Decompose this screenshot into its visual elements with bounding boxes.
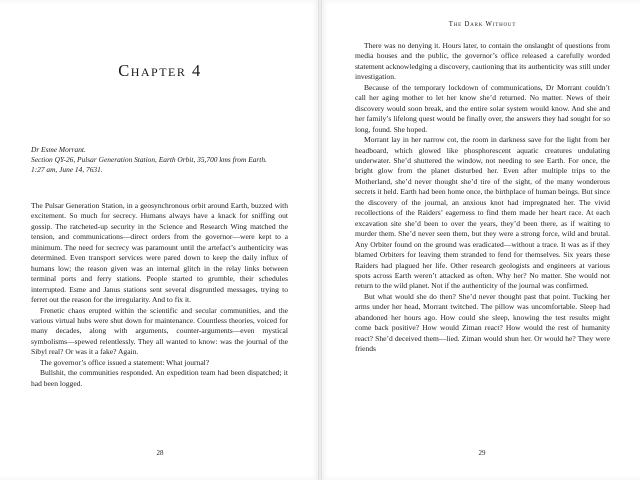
running-header: The Dark Without bbox=[448, 21, 517, 28]
paragraph: Frenetic chaos erupted within the scientific and secular communities, and the various virtual hubs were shut down for maintenance. Countless theories, voiced for many decades, along with arguments, counter-arguments—even mystical symbolisms—spewed relentlessly. They all wanted to know: was the journal of the Sibyl real? Or was it a fake? Again. bbox=[31, 305, 288, 357]
paragraph: The governor’s office issued a statement: What journal? bbox=[40, 357, 210, 367]
paragraph: But what would she do then? She’d never thought past that point. Tucking her arms under her head, Morrant twitched. The pillow was uncomfortable. Sleep had abandoned her hours ago. How could she sleep, knowing the test results might come back positive? How would Ziman react? How would the rest of humanity react? She’d deceived them—lied. Ziman would shun her. Or would he? They were friends bbox=[355, 291, 610, 354]
meta-location: Section QY-26, Pulsar Generation Station, Earth Orbit, 35,700 kms from Earth. bbox=[31, 155, 267, 165]
page-number: 29 bbox=[478, 449, 486, 457]
book-gutter bbox=[318, 0, 322, 480]
left-page-body bbox=[31, 201, 288, 389]
meta-name: Dr Esme Morrant. bbox=[31, 145, 86, 154]
right-page-body bbox=[355, 41, 610, 355]
paragraph: Morrant lay in her narrow cot, the room in darkness save for the light from her headboard, which glowed like phosphorescent aquatic creatures undulating underwater. She’d shuttered the window, not needing to see Earth. For once, the bright glow from the planet disturbed her. Even after multiple trips to the Motherland, she’d never thought she’d tire of the sight, of the many wonderous secrets it held. Earth had been home once, the birthplace of human beings. But since the discovery of the journal, an anxious knot had impregnated her. The vivid recollections of the Raiders’ eagerness to find them made her heart race. At each excavation site she’d been to over the years, they’d been there, as if waiting to murder them. She’d never seen them, but they were a strong force, wild and brutal. Any Orbiter found on the ground was eradicated—without a trace. It was as if they blamed Orbiters for leaving them stranded to fend for themselves. Six years these Raiders had plagued her life. Other research geologists and engineers at various spots across Earth weren’t attacked as often. Why her? No matter. She would not return to the wild planet. Not if the authenticity of the journal was confirmed. bbox=[355, 135, 610, 291]
chapter-meta bbox=[31, 145, 281, 176]
paragraph: The Pulsar Generation Station, in a geosynchronous orbit around Earth, buzzed with excitement. So much for secrecy. Humans always have a knack for sniffing out gossip. The ratcheted-up security in the Science and Research Wing matched the tension, and communications—direct orders from the governor—were kept to a minimum. The need for secrecy was paramount until the artefact’s authenticity was determined. Even transport services were pared down to keep the daily influx of humans low; the reason given was an internal glitch in the relay links between terminal ports and ferry stations. People started to grumble, their schedules interrupted. Esme and Janus stations sent several disgruntled messages, trying to ferret out the reason for the irregularity. And to fix it. bbox=[31, 201, 288, 305]
meta-timestamp: 1:27 am, June 14, 7631. bbox=[31, 165, 103, 175]
paragraph: Bullshit, the communities responded. An expedition team had been dispatched; it had been logged. bbox=[31, 368, 288, 388]
chapter-title: Chapter 4 bbox=[118, 61, 202, 80]
right-page bbox=[320, 0, 640, 480]
paragraph: There was no denying it. Hours later, to contain the onslaught of questions from media houses and the public, the governor’s office released a carefully worded statement acknowledging a discovery, cautioning that its authenticity was still under investigation. bbox=[355, 41, 610, 82]
paragraph: Because of the temporary lockdown of communications, Dr Morrant couldn’t call her aging mother to let her know she’d returned. No matter. News of their discovery would soon break, and the entire solar system would know. And she and her family’s lifelong quest would be finally over, the answers they had sought for so long, found. She hoped. bbox=[355, 82, 610, 134]
page-number: 28 bbox=[156, 449, 164, 457]
